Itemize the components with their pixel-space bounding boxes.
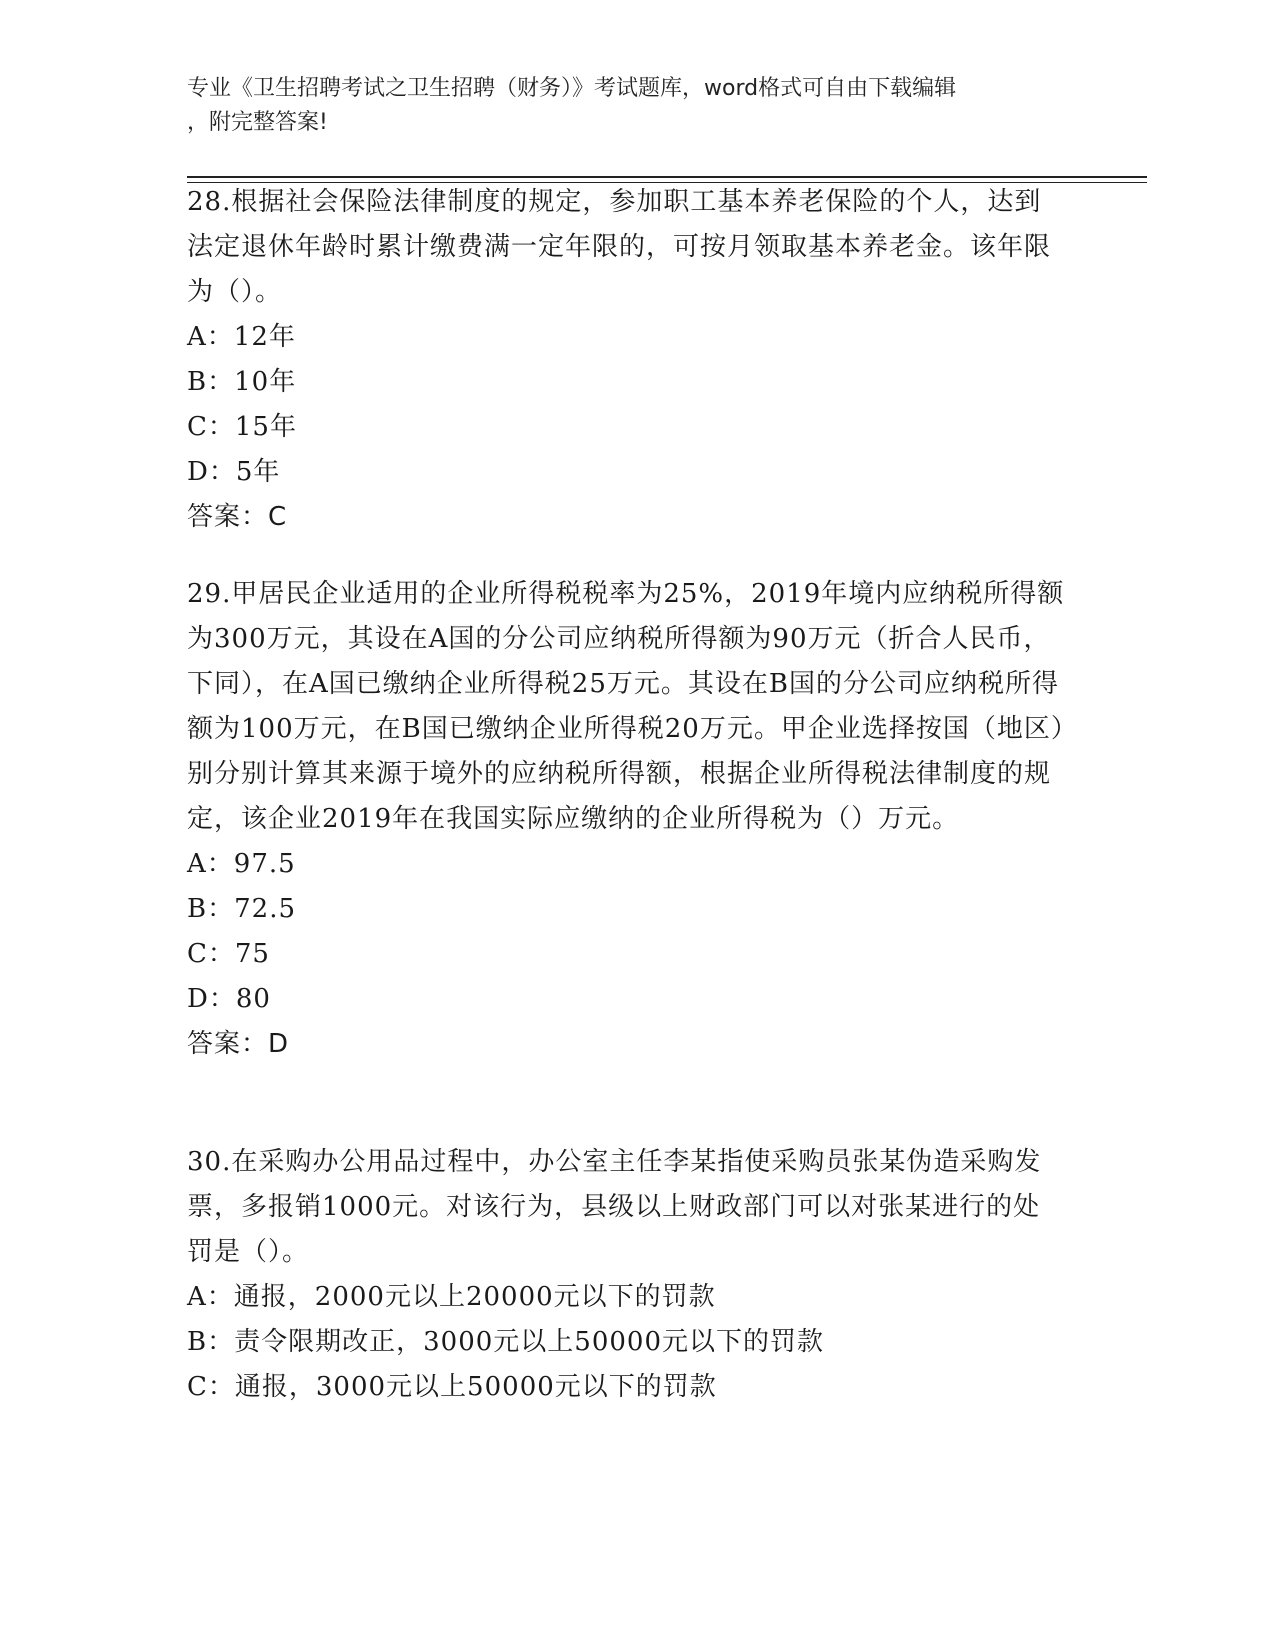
question-stem: 28.根据社会保险法律制度的规定，参加职工基本养老保险的个人，达到法定退休年龄时累计缴费满一定年限的，可按月领取基本养老金。该年限为（）。 [187,187,1052,307]
option-b: B：责令限期改正，3000元以上50000元以下的罚款 [187,1327,824,1357]
option-c: C：通报，3000元以上50000元以下的罚款 [187,1372,717,1402]
question-30 [187,1140,1067,1410]
document-header [187,72,1067,140]
header-title-line-2: ，附完整答案! [187,110,328,135]
option-d: D：80 [187,984,271,1014]
question-stem: 30.在采购办公用品过程中，办公室主任李某指使采购员张某伪造采购发票，多报销1000元。对该行为，县级以上财政部门可以对张某进行的处罚是（）。 [187,1147,1042,1267]
answer: 答案：D [187,1029,290,1059]
answer: 答案：C [187,502,288,532]
option-a: A：12年 [187,322,296,352]
option-c: C：15年 [187,412,297,442]
header-title-line-1: 专业《卫生招聘考试之卫生招聘（财务）》考试题库，word格式可自由下载编辑 [187,76,957,101]
question-stem: 29.甲居民企业适用的企业所得税税率为25%，2019年境内应纳税所得额为300万元，其设在A国的分公司应纳税所得额为90万元（折合人民币，下同），在A国已缴纳企业所得税25万元。其设在B国的分公司应纳税所得额为100万元，在B国已缴纳企业所得税20万元。甲企业选择按国（地区）别分别计算其来源于境外的应纳税所得额，根据企业所得税法律制度的规定，该企业2019年在我国实际应缴纳的企业所得税为（）万元。 [187,579,1065,834]
question-29 [187,572,1067,1067]
question-28 [187,180,1067,540]
option-c: C：75 [187,939,270,969]
option-a: A：97.5 [187,849,296,879]
option-d: D：5年 [187,457,281,487]
option-b: B：10年 [187,367,297,397]
header-divider-thick [187,176,1147,178]
option-a: A：通报，2000元以上20000元以下的罚款 [187,1282,716,1312]
option-b: B：72.5 [187,894,296,924]
